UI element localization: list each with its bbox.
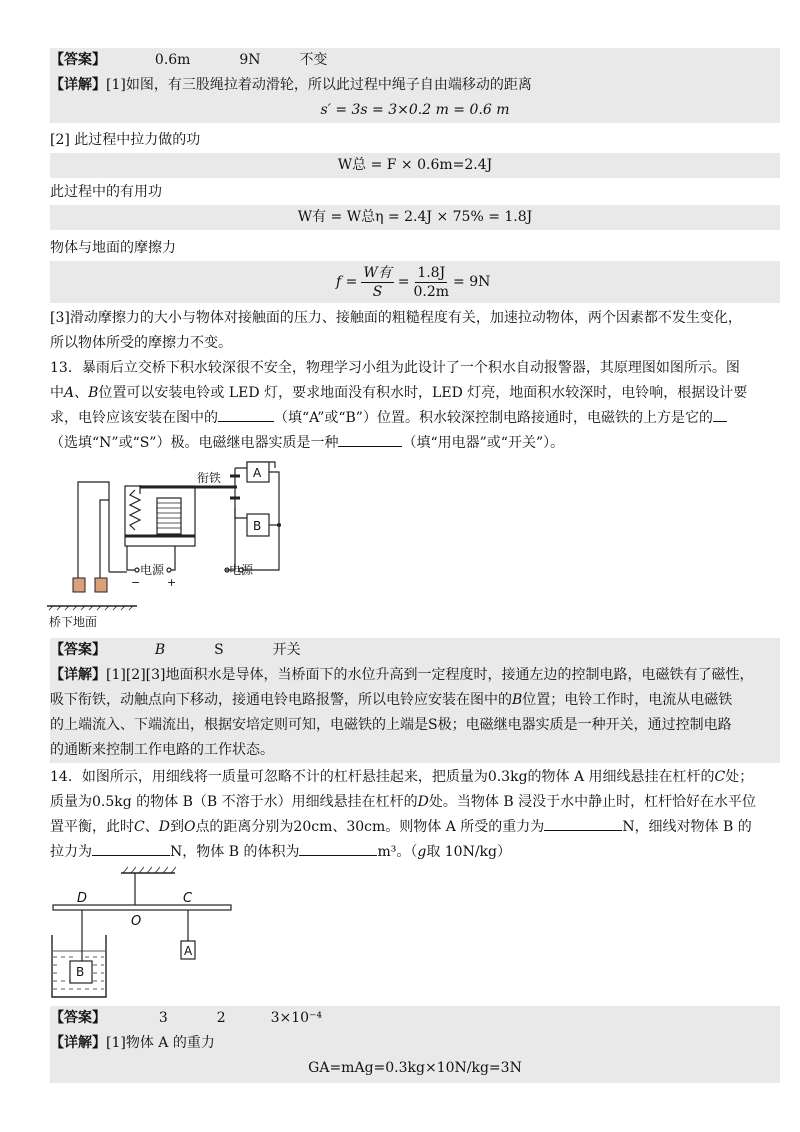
answer-line-12 — [50, 48, 780, 73]
answer-blank-1[interactable] — [544, 816, 622, 831]
fraction-numerator: 1.8J — [417, 264, 446, 281]
answer-value-1: 0.6m — [154, 52, 191, 68]
question-text: （选填“N”或“S”）极。电磁继电器实质是一种 — [50, 435, 339, 451]
question-text: （填“用电器”或“开关”）。 — [402, 435, 565, 451]
answer-value-3: 开关 — [272, 642, 301, 658]
question-text: N，细线对物体 B 的 — [622, 819, 752, 835]
equation-text: W有 = W总η = 2.4J × 75% = 1.8J — [297, 209, 533, 225]
alarm-circuit-diagram — [45, 460, 295, 635]
answer-value-1: B — [154, 642, 166, 658]
question-text: 质量为0.5kg 的物体 B（B 不溶于水）用细线悬挂在杠杆的 — [50, 794, 418, 810]
equation-distance: s′ = 3s = 3×0.2 m = 0.6 m — [320, 102, 510, 118]
answer-value-1: 3 — [158, 1010, 168, 1026]
fraction — [361, 264, 393, 301]
detail-text: 所以物体所受的摩擦力不变。 — [50, 335, 232, 351]
question-text: 置平衡，此时 — [50, 819, 134, 835]
answer-block-14 — [50, 1006, 780, 1083]
label-D: D — [158, 819, 170, 835]
question-14 — [50, 764, 780, 864]
label-O: O — [183, 819, 196, 835]
label-B: B — [88, 385, 99, 401]
question-text: 中 — [50, 385, 64, 401]
question-line — [50, 380, 780, 405]
question-text: 、 — [144, 819, 159, 835]
question-line — [50, 405, 780, 430]
answer-blank-2[interactable] — [92, 841, 170, 856]
detail-line — [50, 180, 780, 205]
point-O-label: O — [131, 914, 142, 929]
detail-text: 物体与地面的摩擦力 — [50, 240, 176, 256]
power-label-control: 电源 — [140, 563, 165, 577]
equation-lhs: f = — [336, 273, 358, 290]
fraction-denominator: 0.2m — [413, 283, 450, 300]
detail-tag: 【详解】 — [50, 77, 106, 93]
armature-label: 衔铁 — [197, 471, 222, 485]
box-A-label: A — [253, 466, 262, 480]
detail-line — [50, 663, 780, 688]
answer-tag: 【答案】 — [50, 642, 106, 658]
answer-value-2: 2 — [216, 1010, 226, 1026]
question-line — [50, 430, 780, 455]
question-number: 13． — [50, 360, 82, 376]
answer-block-13 — [50, 638, 780, 763]
fraction-equation — [336, 261, 490, 303]
detail-line — [50, 128, 780, 153]
question-text: N，物体 B 的体积为 — [170, 844, 300, 860]
answer-value-2: 9N — [239, 52, 261, 68]
detail-text: 此过程中的有用功 — [50, 184, 162, 200]
question-text: 、 — [74, 385, 89, 401]
object-A-label: A — [184, 944, 193, 958]
answer-blank-3[interactable] — [299, 841, 377, 856]
question-text: 点的距离分别为20cm、30cm。则物体 A 所受的重力为 — [195, 819, 545, 835]
question-text: m³。（ — [377, 844, 418, 860]
question-text: 到 — [169, 819, 184, 835]
question-text: 位置可以安装电铃或 LED 灯，要求地面没有积水时，LED 灯亮，地面积水较深时，电铃响，根据设计要 — [98, 385, 748, 401]
detail-line — [50, 688, 780, 713]
point-D-label: D — [77, 891, 88, 906]
answer-blank-1[interactable] — [218, 407, 274, 422]
question-text: 取 10N/kg） — [426, 844, 511, 860]
fraction — [414, 264, 450, 301]
object-B-label: B — [76, 965, 85, 979]
plus-label: + — [167, 576, 177, 589]
detail-text: 的通断来控制工作电路的工作状态。 — [50, 742, 274, 758]
question-number: 14． — [50, 769, 82, 785]
question-line — [50, 355, 780, 380]
answer-line-13 — [50, 638, 780, 663]
answer-tag: 【答案】 — [50, 52, 106, 68]
label-A: A — [64, 385, 75, 401]
answer-value-2: S — [214, 642, 224, 658]
equation-friction — [50, 261, 780, 303]
detail-text: [1]物体 A 的重力 — [106, 1035, 215, 1051]
equation-text: W总 = F × 0.6m=2.4J — [337, 157, 493, 173]
equation-rhs: = 9N — [453, 273, 491, 290]
detail-paragraph — [50, 305, 780, 355]
minus-label: − — [131, 576, 141, 589]
question-13 — [50, 355, 780, 455]
detail-text: [3]滑动摩擦力的大小与物体对接触面的压力、接触面的粗糙程度有关，加速拉动物体，两个因素都不发生变化， — [50, 310, 742, 326]
detail-line — [50, 236, 780, 261]
question-text: 处； — [725, 769, 754, 785]
equation-equals: = — [397, 273, 410, 290]
detail-line — [50, 73, 780, 98]
label-C: C — [134, 819, 145, 835]
lever-diagram — [45, 865, 245, 1005]
box-B-label: B — [253, 519, 262, 533]
fraction-denominator: S — [372, 283, 383, 300]
detail-text: [2] 此过程中拉力做的功 — [50, 132, 201, 148]
equation-work-useful — [50, 205, 780, 230]
detail-text: 位置；电铃工作时，电流从电磁铁 — [522, 692, 733, 708]
question-text: 如图所示，用细线将一质量可忽略不计的杠杆悬挂起来，把质量为0.3kg的物体 A 用细线悬挂在杠杆的 — [81, 769, 715, 785]
question-line — [50, 789, 780, 814]
answer-blank-2[interactable] — [713, 407, 727, 422]
ground-label: 桥下地面 — [49, 615, 98, 629]
detail-text: 吸下衔铁，动触点向下移动，接通电铃电路报警，所以电铃应安装在图中的 — [50, 692, 512, 708]
label-D: D — [417, 794, 429, 810]
detail-text: [1]如图，有三股绳拉着动滑轮，所以此过程中绳子自由端移动的距离 — [106, 77, 532, 93]
answer-tag: 【答案】 — [50, 1010, 106, 1026]
question-line — [50, 764, 780, 789]
answer-value-3: 3×10⁻⁴ — [270, 1010, 323, 1026]
question-text: 暴雨后立交桥下积水较深很不安全，物理学习小组为此设计了一个积水自动报警器，其原理图如图所示。图 — [81, 360, 740, 376]
label-g: g — [417, 844, 427, 860]
question-line — [50, 839, 780, 864]
label-C: C — [714, 769, 726, 785]
question-text: 处。当物体 B 浸没于水中静止时，杠杆恰好在水平位 — [428, 794, 757, 810]
question-text: 拉力为 — [50, 844, 92, 860]
answer-blank-3[interactable] — [338, 432, 402, 447]
answer-block-12 — [50, 48, 780, 123]
question-line — [50, 814, 780, 839]
detail-line — [50, 1031, 780, 1056]
detail-tag: 【详解】 — [50, 1035, 106, 1051]
answer-value-3: 不变 — [299, 52, 328, 68]
fraction-numerator: W有 — [363, 264, 392, 281]
question-text: （填“A”或“B”）位置。积水较深控制电路接通时，电磁铁的上方是它的 — [274, 410, 713, 426]
label-B: B — [512, 692, 523, 708]
equation-work-total — [50, 153, 780, 178]
detail-text: [1][2][3]地面积水是导体，当桥面下的水位升高到一定程度时，接通左边的控制电路，电磁铁有了磁性， — [106, 667, 754, 683]
equation-weight: GA=mAg=0.3kg×10N/kg=3N — [308, 1060, 522, 1076]
detail-text: 的上端流入、下端流出，根据安培定则可知，电磁铁的上端是S极；电磁继电器实质是一种开关，通过控制电路 — [50, 717, 732, 733]
question-text: 求，电铃应该安装在图中的 — [50, 410, 218, 426]
point-C-label: C — [183, 891, 193, 906]
detail-tag: 【详解】 — [50, 667, 106, 683]
power-label-working: 电源 — [229, 563, 254, 577]
answer-line-14 — [50, 1006, 780, 1031]
